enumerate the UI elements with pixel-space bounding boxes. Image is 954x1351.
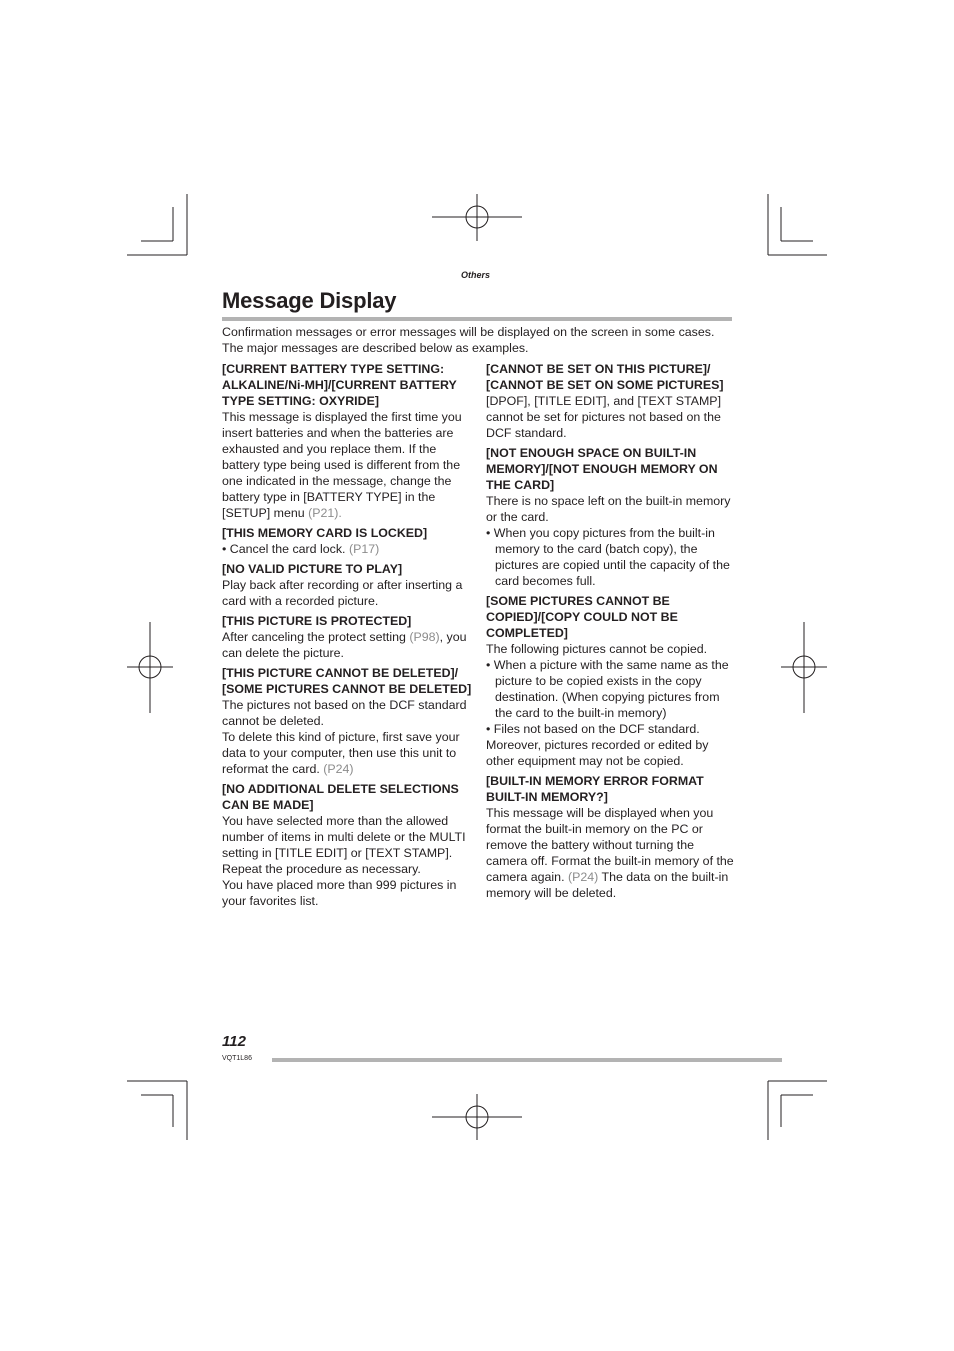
bullet-item: • Cancel the card lock. (P17) [222,542,380,556]
document-code: VQT1L86 [222,1055,252,1062]
registration-target-left [127,622,173,713]
page-reference: (P17) [348,542,380,556]
message-description: The pictures not based on the DCF standard cannot be deleted. [222,698,467,728]
bullet-item: • When a picture with the same name as the picture to be copied exists in the copy destination. (When copying pictures from the card to the built-in memory) [486,658,729,720]
registration-target-top [432,194,522,241]
left-column [222,361,472,913]
page-number: 112 [222,1033,246,1050]
message-description: [DPOF], [TITLE EDIT], and [TEXT STAMP] cannot be set for pictures not based on the DCF standard. [486,394,722,440]
registration-target-right [781,622,827,713]
message-heading: [THIS PICTURE CANNOT BE DELETED]/ [SOME PICTURES CANNOT BE DELETED] [222,666,472,696]
message-entry [222,613,472,661]
message-description: There is no space left on the built-in memory or the card. [486,494,731,524]
message-heading: [NO ADDITIONAL DELETE SELECTIONS CAN BE MADE] [222,782,459,812]
message-description: After canceling the protect setting (P98), you can delete the picture. [222,630,467,660]
message-description: This message is displayed the first time you insert batteries and when the batteries are exhausted and you replace them. If the battery type being used is different from the one indicated in the message, change the battery type in [BATTERY TYPE] in the [SETUP] menu (P21). [222,410,462,520]
message-description: The following pictures cannot be copied. [486,642,708,656]
message-heading: [CANNOT BE SET ON THIS PICTURE]/ [CANNOT BE SET ON SOME PICTURES] [486,362,724,392]
message-description: This message will be displayed when you format the built-in memory on the PC or remove the battery without turning the camera off. Format the built-in memory of the camera again. (P24) The data on the built-in memory will be deleted. [486,806,734,900]
page-title: Message Display [222,288,397,313]
bullet-item: • When you copy pictures from the built-in memory to the card (batch copy), the pictures are copied until the capacity of the card becomes full. [486,526,730,588]
intro-paragraph: Confirmation messages or error messages will be displayed on the screen in some cases. The major messages are described below as examples. [222,325,715,355]
message-entry [222,781,472,909]
footer-rule [272,1058,782,1062]
message-description: You have placed more than 999 pictures in your favorites list. [222,878,457,908]
message-entry [486,445,736,589]
message-heading: [SOME PICTURES CANNOT BE COPIED]/[COPY COULD NOT BE COMPLETED] [486,594,678,640]
message-heading: [NOT ENOUGH SPACE ON BUILT-IN MEMORY]/[NOT ENOUGH MEMORY ON THE CARD] [486,446,718,492]
bullet-item: • Files not based on the DCF standard. [486,722,700,736]
message-description: To delete this kind of picture, first save your data to your computer, then use this unit to reformat the card. (P24) [222,730,460,776]
message-heading: [THIS MEMORY CARD IS LOCKED] [222,526,428,540]
message-description: You have selected more than the allowed number of items in multi delete or the MULTI setting in [TITLE EDIT] or [TEXT STAMP]. Repeat the procedure as necessary. [222,814,466,876]
message-entry [486,593,736,769]
message-heading: [NO VALID PICTURE TO PLAY] [222,562,403,576]
section-label: Others [461,270,491,280]
message-entry [222,361,472,521]
title-underline [222,317,732,321]
right-column [486,361,736,905]
message-heading: [THIS PICTURE IS PROTECTED] [222,614,412,628]
message-description: Play back after recording or after inserting a card with a recorded picture. [222,578,463,608]
message-entry [486,361,736,441]
page-reference: (P98) [409,630,440,644]
message-description: Moreover, pictures recorded or edited by other equipment may not be copied. [486,738,709,768]
page-reference: (P21). [308,506,342,520]
message-entry [222,665,472,777]
message-entry [222,525,472,557]
message-entry [486,773,736,901]
registration-target-bottom [432,1094,522,1140]
page-reference: (P24) [323,762,354,776]
message-entry [222,561,472,609]
message-heading: [BUILT-IN MEMORY ERROR FORMAT BUILT-IN MEMORY?] [486,774,704,804]
message-heading: [CURRENT BATTERY TYPE SETTING: ALKALINE/Ni-MH]/[CURRENT BATTERY TYPE SETTING: OXYRIDE] [222,362,457,408]
page-reference: (P24) [567,870,599,884]
